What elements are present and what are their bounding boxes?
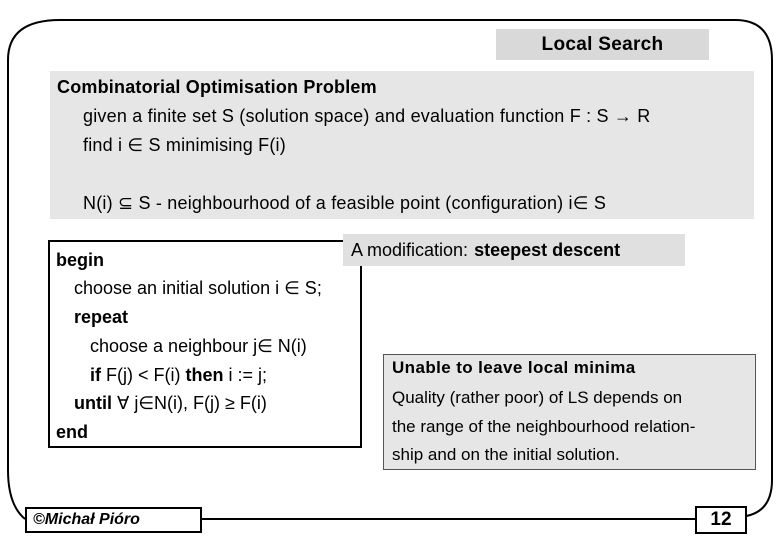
slide-title: Local Search [496,29,709,60]
author-footer: ©Michał Pióro [25,507,202,533]
note-line: the range of the neighbourhood relation- [392,417,696,436]
algo-if-line [90,365,267,386]
algo-assign: i := j; [228,365,268,385]
algo-until-condition: ∀ j∈N(i), F(j) ≥ F(i) [117,393,267,413]
algo-end: end [56,422,89,442]
algorithm-box [48,240,362,448]
note-heading: Unable to leave local minima [392,358,636,377]
problem-panel [50,71,754,219]
algo-choose-neighbour: choose a neighbour j∈ N(i) [90,336,307,356]
algo-choose-initial: choose an initial solution i ∈ S; [74,278,322,298]
algo-until-keyword: until [74,393,112,413]
note-line: Quality (rather poor) of LS depends on [392,388,683,407]
problem-given-text: given a finite set S (solution space) and evaluation function F : S → R [83,106,651,126]
local-minima-note [383,354,756,470]
modification-prefix: A modification: [351,239,469,260]
page-number: 12 [695,506,747,534]
algo-if-keyword: if [90,365,101,385]
problem-heading: Combinatorial Optimisation Problem [57,77,377,97]
algo-repeat: repeat [74,307,129,327]
algo-begin: begin [56,250,104,270]
neighbourhood-definition: N(i) ⊆ S - neighbourhood of a feasible point (configuration) i∈ S [83,193,607,213]
problem-find-text: find i ∈ S minimising F(i) [83,135,286,155]
algo-if-condition: F(j) < F(i) [106,365,181,385]
modification-label [343,234,685,266]
algo-until-line [74,393,267,414]
note-line: ship and on the initial solution. [392,445,620,464]
modification-method: steepest descent [474,239,621,260]
algo-then-keyword: then [185,365,224,385]
